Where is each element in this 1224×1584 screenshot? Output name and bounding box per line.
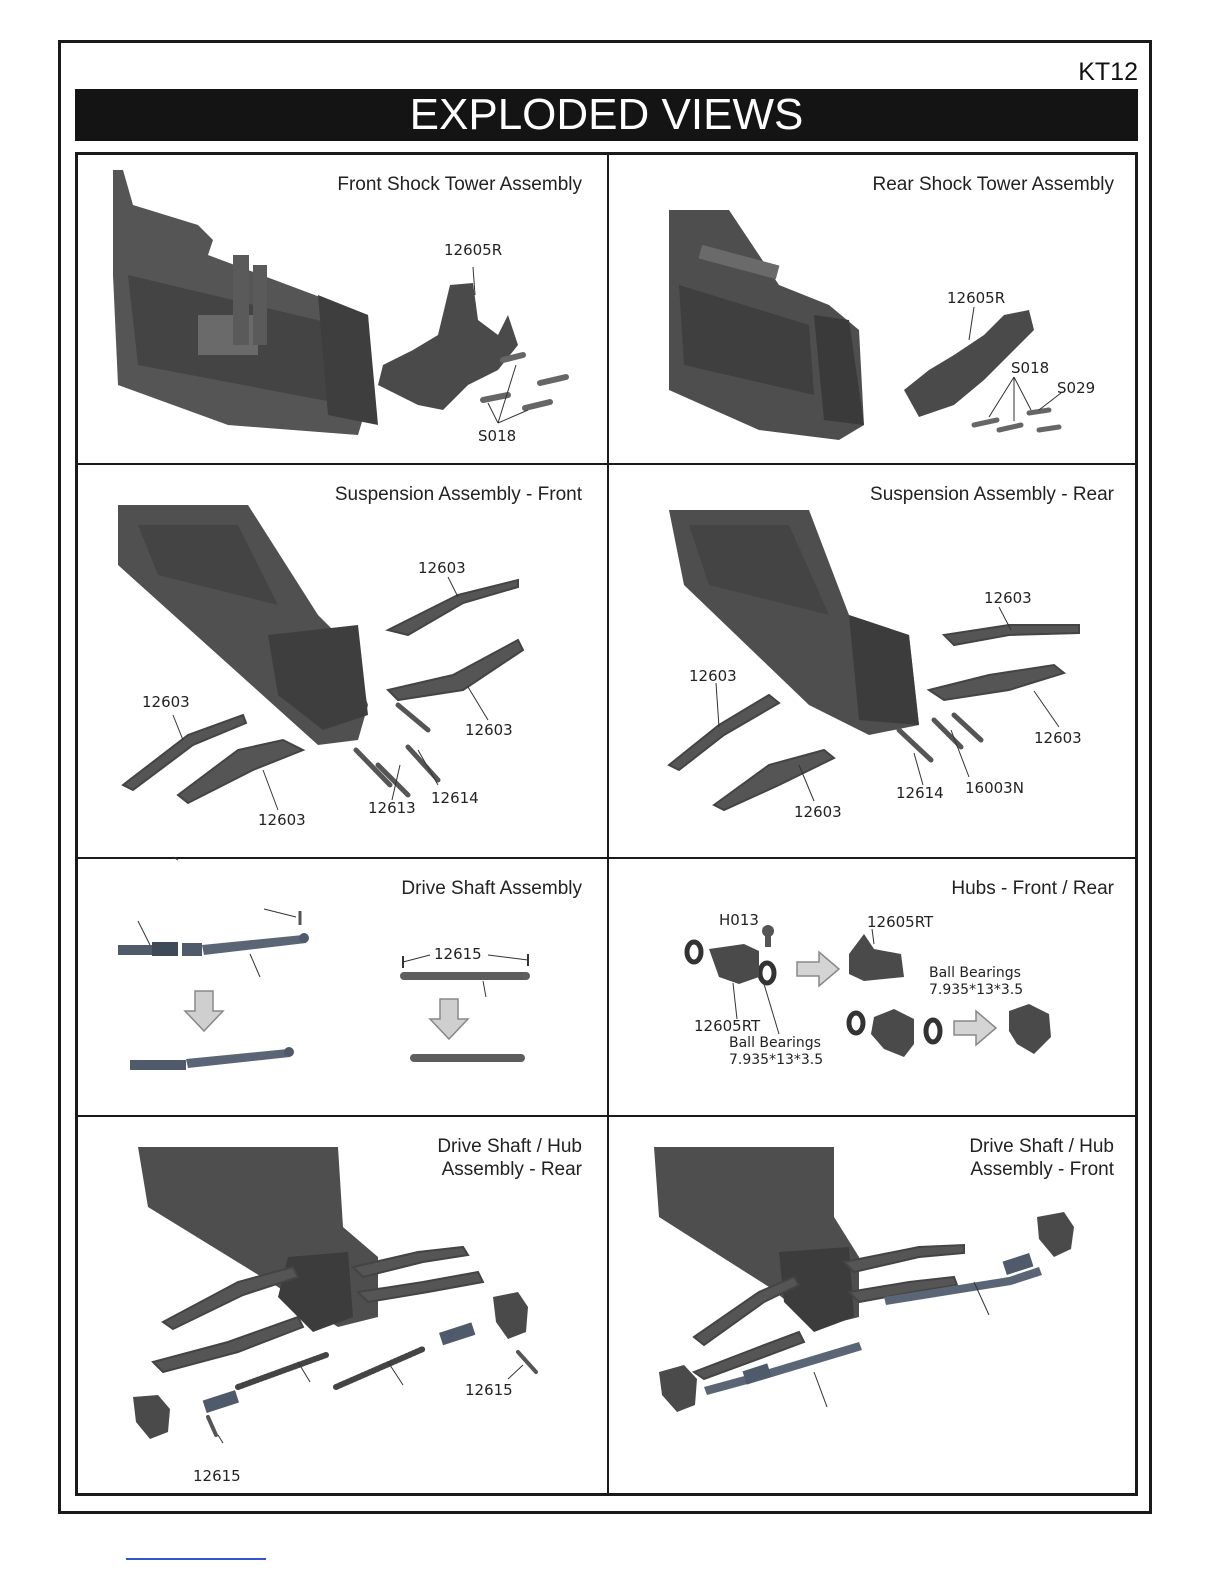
footer-link-underline[interactable] [126, 1558, 266, 1560]
panel-drive-shaft [78, 859, 607, 1115]
panel-drive-shaft-hub-rear [78, 1117, 607, 1496]
part-label: 12603 [1034, 729, 1082, 747]
part-label: 7.935*13*3.5 [729, 1052, 824, 1068]
part-label: 12603 [418, 559, 466, 577]
part-label: H013 [719, 911, 759, 929]
panel-suspension-rear [609, 465, 1139, 857]
panel-suspension-front [78, 465, 607, 857]
part-label: Ball Bearings [729, 1035, 821, 1051]
part-label: 12605R [444, 241, 503, 259]
panel-title: Rear Shock Tower Assembly [872, 174, 1114, 195]
spring-shaft-parts [238, 1349, 423, 1387]
panel-drive-shaft-hub-front [609, 1117, 1139, 1496]
part-label: 12603 [984, 589, 1032, 607]
down-arrow-icon [185, 991, 223, 1031]
hubs-diagram [609, 859, 1139, 1115]
part-label: Ball Bearings [929, 965, 1021, 981]
assembled-dogbone-part [410, 1054, 525, 1062]
assembled-drive-shaft-part [130, 1047, 294, 1070]
chassis-illustration [138, 1147, 378, 1332]
shock-tower-part [378, 283, 518, 410]
part-label: 12603 [689, 667, 737, 685]
part-label: S018 [1011, 359, 1050, 377]
down-arrow-icon [430, 999, 468, 1039]
panel-title: Suspension Assembly - Rear [870, 484, 1114, 505]
part-label: S018 [478, 427, 517, 445]
chassis-illustration [669, 510, 919, 735]
suspension-rear-diagram [609, 465, 1139, 857]
chassis-front-illustration [113, 170, 378, 435]
panel-hubs [609, 859, 1139, 1115]
part-label: 16003N [965, 779, 1024, 797]
part-label: 12614 [896, 784, 944, 802]
drive-shaft-hub-front-diagram [609, 1117, 1139, 1496]
part-label: 12614 [431, 789, 479, 807]
part-label: 12605RT [694, 1017, 761, 1035]
panel-title: Drive Shaft / Hub Assembly - Front [969, 1136, 1114, 1180]
suspension-front-diagram [78, 465, 607, 857]
panel-front-shock-tower [78, 155, 607, 463]
front-shock-tower-diagram [78, 155, 607, 463]
page-title: EXPLODED VIEWS [75, 89, 1138, 141]
panel-rear-shock-tower [609, 155, 1139, 463]
right-arrow-icon [954, 1011, 996, 1045]
part-label: 7.935*13*3.5 [929, 982, 1024, 998]
model-code: KT12 [1078, 58, 1138, 86]
chassis-rear-illustration [669, 210, 864, 440]
part-label: 12603 [258, 811, 306, 829]
drive-shaft-diagram [78, 859, 607, 1115]
part-label: 12613 [368, 799, 416, 817]
drive-shaft-hub-rear-diagram [78, 1117, 607, 1496]
pin-parts [356, 705, 438, 795]
right-arrow-icon [797, 952, 839, 986]
cv-drive-shaft-part [118, 911, 309, 956]
panel-title: Suspension Assembly - Front [334, 484, 582, 505]
panel-title: Drive Shaft Assembly [401, 878, 582, 899]
part-label: 12615 [465, 1381, 513, 1399]
part-label: 12603 [465, 721, 513, 739]
panel-title: Hubs - Front / Rear [951, 878, 1114, 899]
screw-parts [974, 410, 1059, 430]
part-label: 12615 [193, 1467, 241, 1485]
rear-shock-tower-diagram [609, 155, 1139, 463]
part-label: 12603 [142, 693, 190, 711]
part-label: 12615 [434, 945, 482, 963]
panel-title: Drive Shaft / Hub Assembly - Rear [437, 1136, 582, 1180]
part-label: 12605R [947, 289, 1006, 307]
part-label: S029 [1057, 379, 1096, 397]
exploded-views-grid [75, 152, 1138, 1496]
part-label: 12603 [794, 803, 842, 821]
part-label: 12605RT [867, 913, 934, 931]
panel-title: Front Shock Tower Assembly [337, 174, 582, 195]
